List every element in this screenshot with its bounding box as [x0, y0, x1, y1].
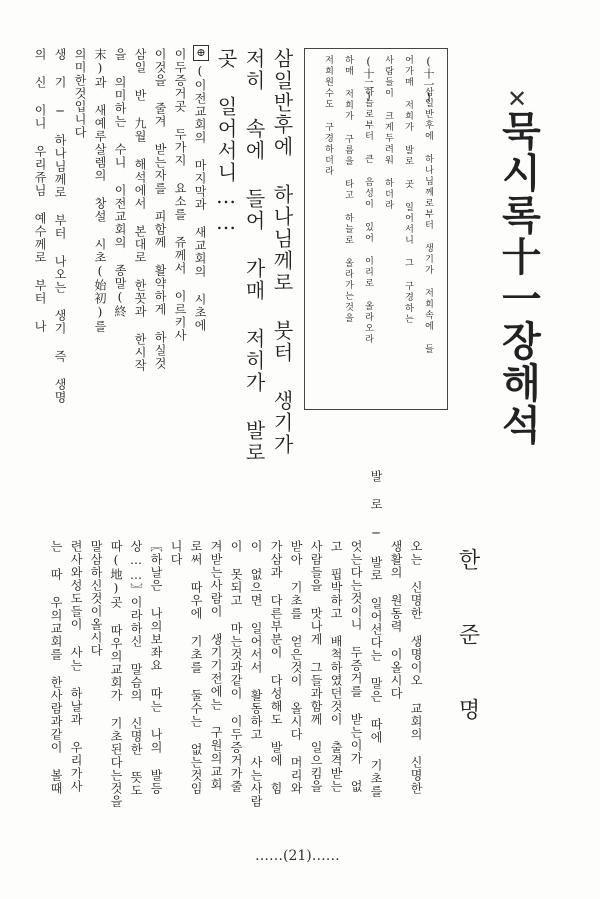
commentary-left-line-7: 의미한것입니다 [73, 48, 87, 139]
verse12-line-2: 하매 저희가 구름을 타고 하늘로 올라가는것을 [343, 55, 353, 324]
commentary-right-line-13: 니다 [169, 540, 183, 566]
commentary-right-line-9: 이 없으면 일어서서 활동하고 사는사람 [249, 540, 263, 808]
commentary-right-line-8: 가삼과 다른부분이 다성해도 발에 힘 [269, 540, 283, 795]
heading-verse-line-2: 저히 속에 들어 가매 저히가 발로 [242, 48, 266, 464]
heading-verse-line-3: 곳 일어서니…… [214, 48, 238, 236]
commentary-left-line-2: 이두증거곳 두가지 요소를 쥬께서 이르키사 [173, 48, 187, 342]
commentary-left-line-1: (이전교회의 마지막과 새교회의 시초에 [193, 64, 207, 332]
section-symbol-icon: ⊕ [193, 45, 209, 61]
heading-verse-line-1: 삼일반후에 하나님께로 붓터 생기가 [270, 48, 294, 456]
verse11-line-1: 삼일반후에 하나님께로부터 생기가 저희속에 들 [423, 87, 433, 355]
commentary-right-line-15: 상……〗이라하신 말슴의 신명한 뜻도 [129, 540, 143, 797]
article-title: 묵시록十一장해석 [495, 110, 542, 446]
commentary-left-line-10: 의 신 이니 우리쥬님 예수께로 부터 나 [33, 48, 47, 333]
commentary-right-line-5: 고 핍박하고 배척하였던것이 출격받는 [329, 540, 343, 793]
page-number: ……(21)…… [255, 848, 340, 864]
verse11-line-2: 어가매 저희가 발로 곳 일어서니 그 구경하는 [403, 55, 413, 325]
commentary-left-line-4: 삼일 반 九월 해석에서 본대로 한꼿과 한시작 [133, 48, 147, 372]
author-name: 한 준 명 [455, 548, 480, 734]
commentary-right-line-6: 사람들을 맛나게 그들과함께 일으킴을 [309, 540, 323, 793]
commentary-left-line-5: 을 의미하는 수니 이전교회의 종말(終 [113, 48, 127, 318]
verse12-label: (十二) [362, 55, 375, 103]
commentary-right-line-1: 오는 신명한 생명이오 교회의 신명한 [409, 540, 423, 795]
commentary-right-line-14: 〖하날은 나의보좌요 따는 나의 발등 [149, 540, 163, 795]
commentary-left-line-6: 末)과 새예루살렘의 창설 시초(始初)를 [93, 48, 107, 333]
commentary-right-line-11: 겨받는사람이 생기기전에는 구원의교회 [209, 540, 223, 791]
verse11-label: (十一) [422, 55, 435, 103]
commentary-right-line-19: 련사와성도들이 사는 하날과 우리가사 [69, 540, 83, 793]
commentary-right-line-10: 이 못되고 마는것과같이 이두증거가줄 [229, 540, 243, 793]
commentary-right-line-2: 생활의 원동력 이올시다 [389, 540, 403, 700]
commentary-right-line-3-visible: 발 로 ─ 발로 일어선다는 말은 따에 기초를 [369, 470, 383, 798]
commentary-right-line-16: 따(地)곳 따우의교회가 기초된다는것을 [109, 540, 123, 808]
commentary-right-line-7: 받아 기초를 얻은것이 올시다 머리와 [289, 540, 303, 795]
commentary-left-line-9: 생 기 ─ 하나님께로 부터 나오는 생기 즉 생명 [53, 48, 67, 404]
commentary-right-line-4: 엇는다는것이니 두증거를 받는이가 없 [349, 540, 363, 793]
commentary-right-line-12: 로써 따우에 기초를 둘수는 없는것임 [189, 540, 203, 795]
verse11-line-3: 사람들이 크게두려워 하더라 [383, 55, 393, 211]
verse-box [304, 48, 448, 410]
commentary-left-line-3: 이것을 줄겨 받는자를 피함께 활약하게 하실것 [153, 48, 167, 370]
commentary-right-line-20: 는 따 우의교회를 한사람과같이 볼때 [49, 540, 63, 795]
title-ornament-icon: ✕ [506, 85, 528, 113]
commentary-right-line-17: 말삼하신것이올시다 [89, 540, 103, 657]
verse12-line-3: 저희원수도 구경하더라 [323, 55, 333, 177]
verse12-line-1: 하늘로부터 큰 음성이 있어 이리로 올라오라 [363, 87, 373, 345]
